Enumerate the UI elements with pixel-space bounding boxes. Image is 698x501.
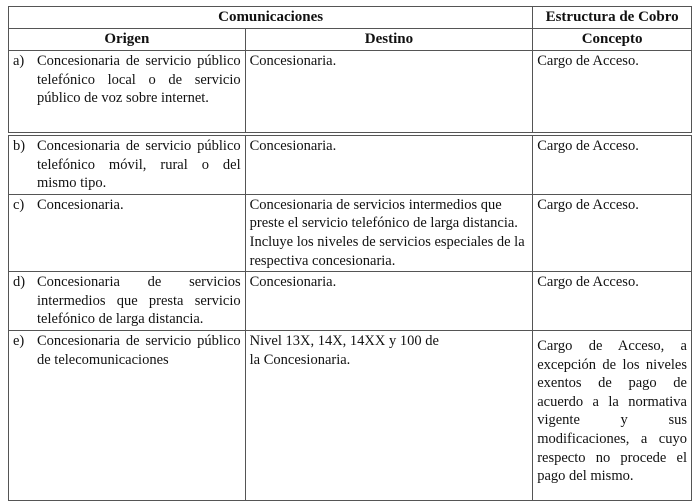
origen-cell: Concesionaria de servicio público telefónico local o de servicio público de voz sobre internet. xyxy=(37,53,241,107)
header-destino: Destino xyxy=(245,29,533,51)
row-label: b) xyxy=(13,138,26,154)
header-origen: Origen xyxy=(9,29,246,51)
destino-cell: Nivel 13X, 14X, 14XX y 100 de la Concesionaria. xyxy=(245,330,533,500)
destino-cell: Concesionaria de servicios intermedios que preste el servicio telefónico de larga distancia. Incluye los niveles de servicios especiales de la respectiva concesionaria. xyxy=(245,194,533,271)
header-comunicaciones: Comunicaciones xyxy=(9,7,533,29)
header-concepto: Concepto xyxy=(533,29,692,51)
destino-cell: Concesionaria. xyxy=(245,136,533,195)
charges-table xyxy=(8,6,692,501)
table-row xyxy=(9,136,692,195)
concepto-cell: Cargo de Acceso. xyxy=(533,51,692,133)
table-row xyxy=(9,272,692,331)
table-row xyxy=(9,194,692,271)
row-label: a) xyxy=(13,53,25,69)
concepto-cell: Cargo de Acceso, a excepción de los niveles exentos de pago de acuerdo a la normativa vigente y sus modificaciones, a cuyo respecto no procede el pago del mismo. xyxy=(533,330,692,500)
origen-cell: Concesionaria de servicios intermedios que presta servicio telefónico de larga distancia. xyxy=(37,274,241,328)
table-row xyxy=(9,51,692,133)
row-label: c) xyxy=(13,196,25,213)
header-estructura: Estructura de Cobro xyxy=(533,7,692,29)
concepto-cell: Cargo de Acceso. xyxy=(533,136,692,195)
concepto-cell: Cargo de Acceso. xyxy=(533,194,692,271)
concepto-cell: Cargo de Acceso. xyxy=(533,272,692,331)
origen-cell: Concesionaria. xyxy=(37,196,124,213)
row-label: e) xyxy=(13,332,25,349)
origen-cell: Concesionaria de servicio público de telecomunicaciones xyxy=(37,332,241,368)
row-label: d) xyxy=(13,274,26,291)
table-row xyxy=(9,330,692,500)
origen-cell: Concesionaria de servicio público telefónico móvil, rural o del mismo tipo. xyxy=(37,138,241,192)
destino-cell: Concesionaria. xyxy=(245,272,533,331)
destino-cell: Concesionaria. xyxy=(245,51,533,133)
